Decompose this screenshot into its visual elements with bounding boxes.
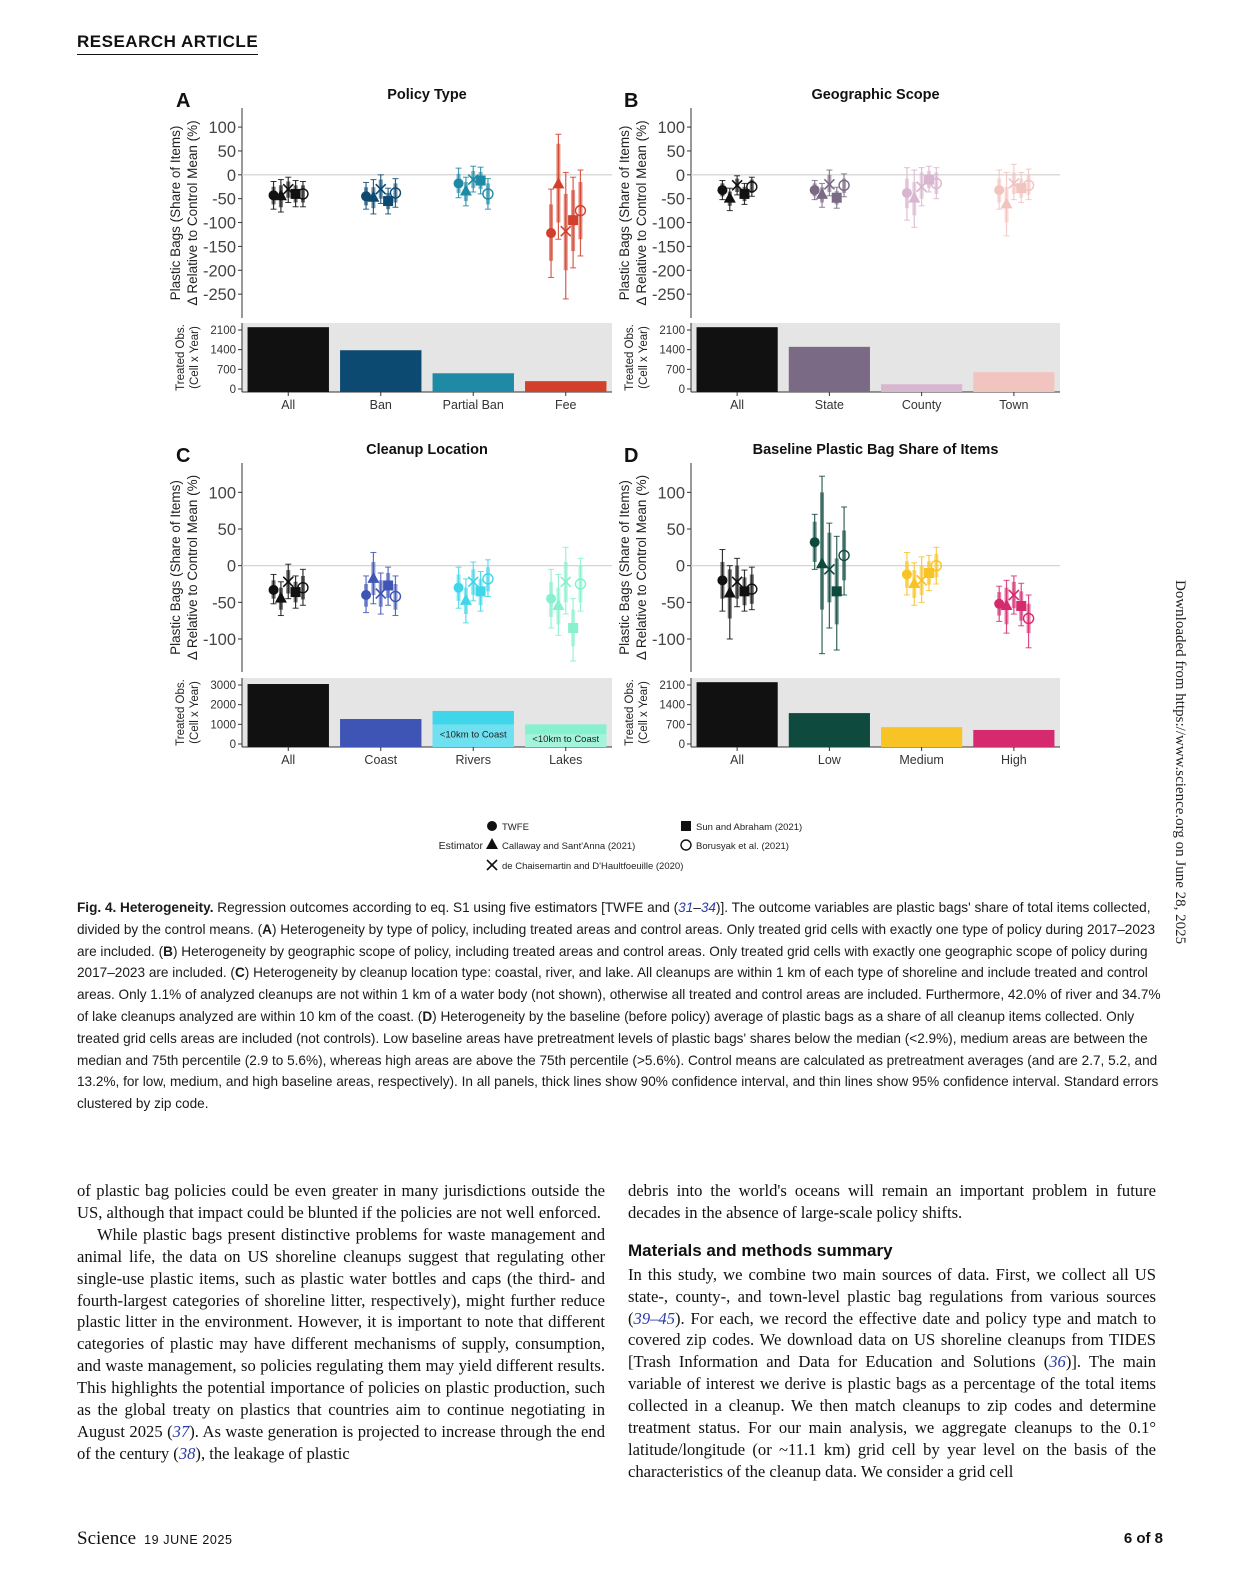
estimate-point <box>575 170 585 256</box>
y-tick-label: 100 <box>657 484 685 503</box>
y-tick-label: 100 <box>657 119 685 138</box>
bar-inner-label: <10km to Coast <box>439 729 507 741</box>
caption-panel-ref: A <box>262 921 272 937</box>
body-column-left <box>77 1180 605 1465</box>
bar <box>973 730 1054 747</box>
estimate-point <box>917 557 927 602</box>
bar-y-tick-label: 0 <box>678 739 685 751</box>
bar <box>973 372 1054 392</box>
text: ). As waste generation is projected to increase through the end of the century ( <box>77 1421 606 1463</box>
bar-y-axis-label: Treated Obs. <box>175 324 187 391</box>
x-tick-label: All <box>730 753 745 767</box>
section-heading: Materials and methods summary <box>628 1240 893 1260</box>
page-number: 6 of 8 <box>1123 1530 1163 1547</box>
panel-letter: B <box>624 90 639 112</box>
estimate-point <box>552 134 564 239</box>
estimate-point <box>994 586 1004 621</box>
x-tick-label: Low <box>817 753 841 767</box>
point-marker <box>476 586 486 596</box>
legend-marker <box>487 860 497 870</box>
bar-y-tick-label: 1400 <box>659 699 685 712</box>
legend-label: de Chaisemartin and D'Haultfoeuille (2020) <box>502 861 684 872</box>
point-marker <box>810 185 820 195</box>
y-tick-label: -50 <box>212 190 236 209</box>
estimate-point <box>291 576 301 608</box>
legend-label: TWFE <box>502 822 529 833</box>
issue-date: 19 JUNE 2025 <box>144 1533 233 1547</box>
point-marker <box>717 575 727 585</box>
bar <box>248 684 329 747</box>
x-tick-label: Lakes <box>549 753 583 767</box>
bar-y-tick-label: 1400 <box>210 344 236 357</box>
estimate-point <box>546 189 556 277</box>
legend-label: Borusyak et al. (2021) <box>696 841 789 852</box>
panel-letter: D <box>624 445 639 467</box>
y-axis-label: Δ Relative to Control Mean (%) <box>634 474 649 661</box>
paragraph: debris into the world's oceans will remain an important problem in future decades in the absence of large-scale policy shifts. <box>628 1181 1156 1222</box>
body-column-right <box>628 1180 1156 1483</box>
bar <box>881 727 962 747</box>
chart-title: Policy Type <box>387 87 467 103</box>
bar <box>525 381 606 392</box>
estimate-point <box>1009 164 1019 199</box>
bar <box>248 327 329 392</box>
bar-y-tick-label: 700 <box>216 364 236 377</box>
y-tick-label: 100 <box>208 119 236 138</box>
caption-text: )]. The outcome variables are plastic bags' share of total items collected, divided by the control means. ( <box>77 900 1151 937</box>
point-marker <box>460 594 472 605</box>
chart-panel-a <box>168 87 612 412</box>
caption-text: – <box>693 900 701 915</box>
caption-text: ) Heterogeneity by the baseline (before policy) average of plastic bags as a share of all cleanup items collected. Only treated grid cells areas are included (not controls). Low baseline areas have pretreatment levels of plastic bags' shares below the median (<2.9%), medium areas are between the median and 75th percentile (2.9 to 5.6%), whereas high areas are above the 75th percentile (>5.6%). Control means are calculated as pretreatment averages (and are 2.7, 5.2, and 13.2%, for low, medium, and high baseline areas, respectively). In all panels, thick lines show 90% confidence interval, and thin lines show 95% confidence interval. Standard errors clustered by zip code. <box>77 1008 1159 1112</box>
bar-y-tick-label: 2100 <box>659 680 685 692</box>
bar-y-tick-label: 3000 <box>210 680 236 692</box>
y-tick-label: 0 <box>226 557 236 576</box>
point-marker <box>367 572 379 583</box>
point-marker <box>568 623 578 633</box>
bar-y-tick-label: 0 <box>229 739 236 751</box>
estimate-point <box>1001 580 1013 633</box>
caption-text: ) Heterogeneity by cleanup location type: coastal, river, and lake. All cleanups are within 1 km of each type of shoreline and include treated and control areas. Only 1.1% of analyzed cleanups are not within 1 km of a water body (not shown), otherwise all treated and control areas are included. Furthermore, 42.0% of river and 34.7% of lake cleanups analyzed are within 10 km of the coast. ( <box>77 965 1161 1024</box>
paragraph <box>628 1264 1156 1483</box>
bar-y-tick-label: 2100 <box>659 325 685 337</box>
x-tick-label: All <box>281 398 296 412</box>
y-tick-label: -100 <box>202 214 236 233</box>
y-tick-label: -250 <box>651 286 685 305</box>
estimate-point <box>908 170 920 227</box>
y-tick-label: -250 <box>202 286 236 305</box>
chart-panel-d <box>617 442 1060 767</box>
estimate-point <box>924 166 934 192</box>
bar <box>697 327 778 392</box>
estimate-point <box>839 507 849 595</box>
y-tick-label: 0 <box>226 166 236 185</box>
estimate-point <box>824 523 834 628</box>
bar <box>881 384 962 392</box>
point-marker <box>902 569 912 579</box>
y-tick-label: -150 <box>202 238 236 257</box>
y-tick-label: 50 <box>217 142 236 161</box>
y-tick-label: -50 <box>661 594 685 613</box>
legend-marker <box>681 840 691 850</box>
estimate-point <box>924 555 934 590</box>
bar-inner-label: <10km to Coast <box>532 734 600 745</box>
y-tick-label: -100 <box>202 631 236 649</box>
bar-y-tick-label: 700 <box>665 719 685 732</box>
bar <box>789 713 870 747</box>
figure-caption <box>77 897 1163 1115</box>
estimate-point <box>994 170 1004 209</box>
point-marker <box>361 590 371 600</box>
chart-title: Baseline Plastic Bag Share of Items <box>752 442 999 458</box>
bar <box>433 373 514 392</box>
point-marker <box>383 196 393 206</box>
estimate-point <box>361 182 371 209</box>
estimate-point <box>568 599 578 661</box>
y-axis-label: Δ Relative to Control Mean (%) <box>634 120 649 306</box>
y-axis-label: Δ Relative to Control Mean (%) <box>185 120 200 306</box>
legend-marker <box>681 821 691 831</box>
y-tick-label: 50 <box>666 521 685 539</box>
estimate-point <box>824 170 834 196</box>
bar-y-tick-label: 2000 <box>210 699 236 712</box>
point-marker <box>546 228 556 238</box>
x-tick-label: Partial Ban <box>442 398 504 412</box>
download-notice <box>1170 580 1190 1000</box>
estimate-point <box>816 476 828 653</box>
citation-link[interactable]: 38 <box>178 1443 196 1463</box>
journal-name: Science <box>77 1528 137 1549</box>
estimate-point <box>902 552 912 595</box>
x-tick-label: Ban <box>369 398 392 412</box>
bar-y-tick-label: 700 <box>665 364 685 377</box>
bar-y-tick-label: 0 <box>229 384 236 396</box>
page-footer <box>77 1528 1163 1552</box>
point-marker <box>902 188 912 198</box>
estimate-point <box>832 187 842 208</box>
bar <box>340 350 421 392</box>
caption-text: ) Heterogeneity by type of policy, including treated areas and control areas. Only treated grid cells with exactly one type of policy during 2017–2023 are included. ( <box>77 921 1156 959</box>
y-tick-label: -50 <box>661 190 685 209</box>
y-tick-label: -100 <box>651 214 685 233</box>
y-tick-label: -100 <box>651 631 685 649</box>
citation-link[interactable]: 31 <box>678 900 694 915</box>
estimate-point <box>1016 583 1026 626</box>
estimate-point <box>717 550 727 612</box>
bar-y-axis-label: (Cell x Year) <box>189 681 201 744</box>
chart-title: Cleanup Location <box>366 442 488 458</box>
x-tick-label: High <box>1001 753 1027 767</box>
y-tick-label: 100 <box>208 484 236 503</box>
y-tick-label: -150 <box>651 238 685 257</box>
legend-item <box>487 821 529 833</box>
citation-link[interactable]: 34 <box>700 900 716 915</box>
x-tick-label: Fee <box>554 398 577 412</box>
section-label: RESEARCH ARTICLE <box>77 32 258 55</box>
bar-y-axis-label: Treated Obs. <box>175 679 187 746</box>
estimate-point <box>561 547 571 614</box>
y-tick-label: -200 <box>202 262 236 281</box>
y-axis-label: Δ Relative to Control Mean (%) <box>185 474 200 661</box>
x-tick-label: County <box>901 398 942 412</box>
estimate-point <box>552 574 564 635</box>
caption-text: ) Heterogeneity by geographic scope of policy, including treated areas and control areas. Only treated grid cells with exactly one geographic scope of policy during 2017–2023 are included. ( <box>77 943 1148 981</box>
y-tick-label: -50 <box>212 594 236 613</box>
text: )]. The main variable of interest we derive is plastic bags as a percentage of the total items collected in a cleanup. We then match cleanups to zip codes and determine treatment status. For our main analysis, we aggregate cleanups to the 0.1° latitude/longitude (or ~11.1 km) grid cell by year level on the basis of the characteristics of the cleanup data. We consider a grid cell <box>628 1352 1156 1481</box>
estimate-point <box>902 168 912 221</box>
point-marker <box>1001 197 1013 208</box>
caption-panel-ref: D <box>422 1008 433 1024</box>
legend-marker <box>487 821 497 831</box>
caption-panel-ref: B <box>163 943 173 959</box>
y-axis-label: Plastic Bags (Share of Items) <box>168 125 183 301</box>
estimate-point <box>739 183 749 204</box>
citation-link[interactable]: 37 <box>172 1421 190 1441</box>
y-tick-label: 0 <box>675 557 685 576</box>
bar-y-axis-label: Treated Obs. <box>624 324 636 391</box>
bar-y-tick-label: 1000 <box>210 719 236 732</box>
text: ). For each, we record the effective date and policy type and match to covered zip codes. We download data on US shoreline cleanups from TIDES [Trash Information and Data for Education and Solutions ( <box>628 1308 1156 1372</box>
estimate-point <box>1001 172 1013 235</box>
point-marker <box>454 583 464 593</box>
point-marker <box>1016 601 1026 611</box>
estimate-point <box>717 181 727 200</box>
bar-y-tick-label: 1400 <box>659 344 685 357</box>
panel-letter: C <box>176 445 191 467</box>
point-marker <box>291 587 301 597</box>
estimate-point <box>810 514 820 569</box>
y-tick-label: 0 <box>675 166 685 185</box>
point-marker <box>476 176 486 186</box>
citation-link[interactable]: 39–45 <box>633 1308 676 1328</box>
estimate-point <box>568 177 578 268</box>
legend-item <box>681 821 802 833</box>
bar-y-tick-label: 0 <box>678 384 685 396</box>
legend-item <box>486 838 635 852</box>
chart-title: Geographic Scope <box>811 87 940 103</box>
estimate-point <box>269 182 279 210</box>
x-tick-label: Rivers <box>455 753 491 767</box>
panel-letter: A <box>176 90 191 112</box>
download-notice-text: Downloaded from https://www.science.org on June 28, 2025 <box>1172 580 1188 945</box>
y-axis-label: Plastic Bags (Share of Items) <box>617 125 632 301</box>
legend-item <box>487 860 683 872</box>
point-marker <box>724 587 736 598</box>
legend-marker <box>486 838 498 849</box>
bar-y-axis-label: (Cell x Year) <box>189 326 201 389</box>
caption-text: Regression outcomes according to eq. S1 using five estimators [TWFE and ( <box>213 900 679 915</box>
legend <box>439 821 803 872</box>
point-marker <box>568 215 578 225</box>
legend-title: Estimator <box>438 840 483 852</box>
point-marker <box>454 178 464 188</box>
estimate-point <box>546 569 556 628</box>
y-axis-label: Plastic Bags (Share of Items) <box>617 480 632 655</box>
bar-y-tick-label: 2100 <box>210 325 236 337</box>
x-tick-label: State <box>814 398 844 412</box>
point-marker <box>552 177 564 188</box>
paragraph <box>77 1224 605 1465</box>
point-marker <box>832 193 842 203</box>
legend-label: Sun and Abraham (2021) <box>696 822 803 833</box>
chart-panel-b <box>617 87 1060 412</box>
estimate-point <box>739 570 749 611</box>
point-marker <box>994 185 1004 195</box>
citation-link[interactable]: 36 <box>1049 1352 1066 1372</box>
point-marker <box>717 185 727 195</box>
bar <box>340 719 421 747</box>
point-marker <box>810 537 820 547</box>
point-marker <box>546 594 556 604</box>
text: In this study, we combine two main sources of data. First, we collect all US state-, county-, and town-level plastic bag regulations from various sources ( <box>628 1264 1156 1328</box>
x-tick-label: Town <box>999 398 1029 412</box>
x-tick-label: Coast <box>364 753 398 767</box>
estimate-point <box>561 172 571 298</box>
bar-y-axis-label: Treated Obs. <box>624 679 636 746</box>
x-tick-label: All <box>730 398 745 412</box>
y-tick-label: 50 <box>217 521 236 539</box>
point-marker <box>832 586 842 596</box>
y-tick-label: -200 <box>651 262 685 281</box>
y-axis-label: Plastic Bags (Share of Items) <box>168 480 183 655</box>
bar-y-axis-label: (Cell x Year) <box>638 326 650 389</box>
text: While plastic bags present distinctive problems for waste management and animal life, the data on US shoreline cleanups suggest that regulating other single-use plastic items, such as plastic water bottles and caps (the third- and fourth-largest categories of shoreline litter, respectively), might further reduce plastic litter in the environment. However, it is important to note that different categories of plastic may have different mechanisms of supply, consumption, and waste management, so policies regulating them may yield different results. This highlights the potential importance of policies on plastic production, such as the global treaty on plastics that countries aim to continue negotiating in August 2025 ( <box>77 1224 605 1441</box>
x-tick-label: All <box>281 753 296 767</box>
bar <box>789 347 870 392</box>
point-marker <box>269 585 279 595</box>
point-marker <box>383 580 393 590</box>
y-tick-label: 50 <box>666 142 685 161</box>
caption-panel-ref: C <box>234 965 245 981</box>
legend-label: Callaway and Sant'Anna (2021) <box>502 841 636 852</box>
x-tick-label: Medium <box>899 753 944 767</box>
bar <box>697 682 778 747</box>
paragraph: of plastic bag policies could be even greater in many jurisdictions outside the US, although that impact could be blunted if the policies are not well enforced. <box>77 1181 605 1222</box>
bar-y-axis-label: (Cell x Year) <box>638 681 650 744</box>
legend-item <box>681 840 789 852</box>
caption-title: Fig. 4. Heterogeneity. <box>77 900 214 915</box>
chart-panel-c <box>168 442 612 767</box>
text: ), the leakage of plastic <box>195 1443 350 1463</box>
